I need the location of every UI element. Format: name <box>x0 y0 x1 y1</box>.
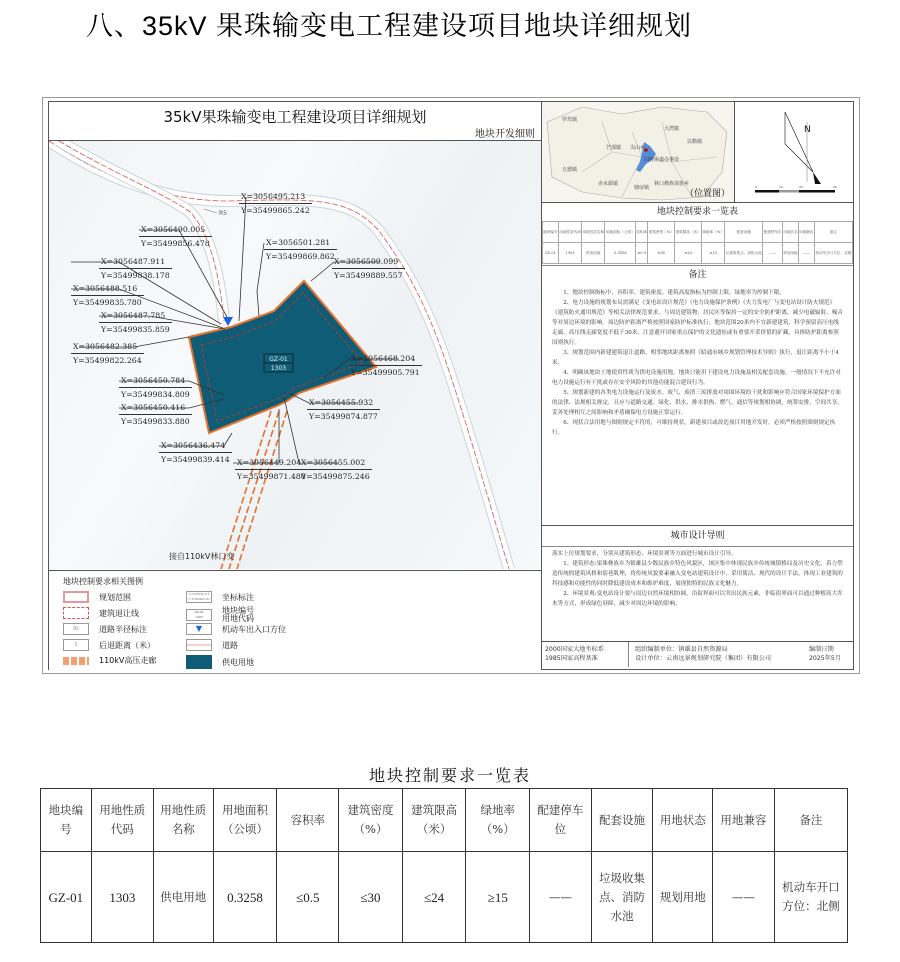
table-cell: —— <box>713 852 775 943</box>
location-map-label: （位置图） <box>684 189 730 199</box>
table-cell: 0.3258 <box>605 243 636 264</box>
control-table-mini <box>542 221 853 264</box>
setback-distance-icon: 5 <box>63 639 89 651</box>
table-header-cell: 配建停车位 <box>763 222 783 243</box>
road-icon <box>186 639 212 651</box>
coordinate-label: X=3056455.932 Y=35499874.877 <box>309 398 378 421</box>
table-header-cell: 容积率 <box>277 789 339 852</box>
side-panel <box>542 102 853 669</box>
table-header-row <box>543 222 853 243</box>
table-header-cell: 地块编号 <box>41 789 92 852</box>
table-cell: 供电用地 <box>582 243 605 264</box>
table-cell: 1303 <box>91 852 153 943</box>
page-heading: 八、35kV 果珠输变电工程建设项目地块详细规划 <box>86 11 693 41</box>
table-row <box>543 243 853 264</box>
compass-icon <box>735 102 860 202</box>
road-radius-label: R5 <box>219 210 227 217</box>
table-header-cell: 建筑密度（%） <box>648 222 675 243</box>
plot-use-code: 1303 <box>270 365 287 372</box>
coordinate-label: X=3056487.911 Y=35499838.178 <box>101 257 170 280</box>
table-header-cell: 备注 <box>814 222 852 243</box>
city-design-item: 2、环境景观:变电站设计要与周边自然环境相协调，沿街界面可以突出民族元素，非临街界面可以通过种植高大乔木等方式，形成绿色屏障，减少对周边环境的影响。 <box>552 591 843 607</box>
table-cell: GZ-01 <box>41 852 92 943</box>
coordinate-label: X=3056501.281 Y=35499869.862 <box>266 238 335 261</box>
legend-item-road: 道路 <box>186 639 238 651</box>
table-header-cell: 绿地率（%） <box>466 789 530 852</box>
location-map: 罗坎镇 大湾镇 以勒镇 芒部镇 尖山乡 旧府街道办事处 五德镇 赤水源镇 塘房镇 林口彝族苗族乡 （位置图） <box>542 102 735 203</box>
city-design-title: 城市设计导则 <box>542 525 853 547</box>
note-item: 2、电力设施的规划布局需满足《变电站设计规范》《电力设施保护条例》《火力发电厂与变电站设计防火规范》《建筑防火通用规范》等相关法律规范要求，与周边建筑物、居民区等保持一定的安全防护距离，减少电磁辐射、噪音等对周边环境的影响。周边防护距离严格按照国家防护标准执行，地块范围20米内不宜新建建筑，科学预留高压电线走廊，高压线走廊宽度不低于30米，注意避开国家重点保护的文化遗址或有重要开采价值的矿藏，具体防护距离参照国则执行。 <box>552 300 843 346</box>
table-cell: ≤30 <box>648 243 675 264</box>
coordinate-label: X=3056468.204 Y=35499905.791 <box>351 354 420 377</box>
table-header-cell: 建筑限高（米） <box>675 222 702 243</box>
table-cell: ≤0.5 <box>636 243 648 264</box>
coordinate-label: X=3056509.099 Y=35499889.557 <box>334 257 403 280</box>
sheet-footer <box>542 641 853 669</box>
table-row <box>41 852 848 943</box>
coordinate-label: X=3056488.516 Y=35499835.780 <box>73 284 142 307</box>
planning-boundary-icon <box>63 591 89 603</box>
coordinate-system: 2000国家大地坐标系 1985国家高程基准 <box>545 646 605 662</box>
plan-sheet <box>42 97 860 674</box>
table-header-cell: 用地面积（公顷） <box>605 222 636 243</box>
table-header-cell: 用地性质名称 <box>153 789 213 852</box>
table-cell: 规划用地 <box>653 852 713 943</box>
table-cell: ≤24 <box>402 852 466 943</box>
coordinate-label: X=3056455.002 Y=35499875.246 <box>301 458 370 481</box>
table-cell: 机动车开口方位：北侧 <box>814 243 852 264</box>
table-header-cell: 备注 <box>774 789 847 852</box>
vehicle-entrance-icon: ▼ <box>186 623 212 635</box>
table-cell: 垃圾收集点、消防水池 <box>591 852 653 943</box>
table-cell: ≤24 <box>675 243 702 264</box>
sheet-title: 35kV果珠输变电工程建设项目详细规划 <box>163 108 427 126</box>
table-header-cell: 用地性质名称 <box>582 222 605 243</box>
road-radius-icon: R5 <box>63 623 89 635</box>
organizations: 组织编制单位：镇雄县自然资源局 设计单位：云南远景规划研究院（集团）有限公司 <box>628 642 771 667</box>
plot-code: GZ-01 <box>269 356 288 363</box>
table-header-cell: 用地性质代码 <box>91 789 153 852</box>
legend-item-building-setback: 建筑退让线 <box>63 607 139 619</box>
note-item: 3、规划范围内新建建筑退让道路，相邻地块距离参照《昭通市城乡规划管理技术导则》执行，退让距离不小于4米。 <box>552 350 839 366</box>
legend-item-setback-distance: 5 后退距离（米） <box>63 639 155 651</box>
table-header-cell: 用地兼容 <box>798 222 814 243</box>
table-header-cell: 用地状态 <box>783 222 799 243</box>
site-map <box>49 141 541 569</box>
table-cell: 规划用地 <box>783 243 799 264</box>
map-area <box>49 102 542 669</box>
table-cell: 机动车开口方位：北侧 <box>774 852 847 943</box>
table-header-cell: 配套设施 <box>591 789 653 852</box>
table-header-cell: 用地状态 <box>653 789 713 852</box>
table-header-row <box>41 789 848 852</box>
source-substation-note: 接自110kV林口变 <box>169 552 235 561</box>
table-cell: —— <box>798 243 814 264</box>
coordinate-label: X=3056495.213 Y=35499865.242 <box>241 192 310 215</box>
table-cell: ≥15 <box>702 243 725 264</box>
coordinate-label: X=3056450.416 Y=35499833.880 <box>121 403 190 426</box>
note-item: 6、现状合法用地与图则规定不符的，可维持现状，新建项目或改造项目用地开发时，必须严格按照图则规定执行。 <box>552 420 836 436</box>
table-header-cell: 绿地率（%） <box>702 222 725 243</box>
table-header-cell: 建筑密度（%） <box>339 789 403 852</box>
table-header-cell: 地块编号 <box>543 222 559 243</box>
city-design-intro: 落实上位规划要求，分别从建筑形态、环境景观等方面进行城市设计引导。 <box>552 551 737 557</box>
coordinate-label-icon: X=3056495.213 Y=35499865.242 <box>186 591 212 603</box>
table-header-cell: 用地兼容 <box>713 789 775 852</box>
north-label: N <box>804 125 811 135</box>
bottom-table-title: 地块控制要求一览表 <box>368 766 531 785</box>
coordinate-label: X=3056436.474 Y=35499839.414 <box>161 441 230 464</box>
plot-code-icon: GZ-01 1303 <box>186 609 212 621</box>
table-cell: 垃圾收集点、消防水池 <box>725 243 763 264</box>
legend-item-road-radius: R5 道路半径标注 <box>63 623 147 635</box>
note-item: 4、明确该地块土地使用性质为供电设施用地，地块只能用于建设电力设施及相关配套设施，一般情况下不允许对电力设施运行有干扰或存在安全风险的其他功能混合建设行为。 <box>552 370 841 386</box>
svg-text:40: 40 <box>833 185 837 189</box>
legend-item-vehicle-entrance: ▼ 机动车出入口方位 <box>186 623 286 635</box>
coordinate-label: X=3056487.785 Y=35499835.859 <box>101 311 170 334</box>
svg-text:10: 10 <box>779 185 783 189</box>
legend-item-hv-corridor: 110kV高压走廊 <box>63 655 156 666</box>
legend-item-power-land: 供电用地 <box>186 655 254 669</box>
city-design-guidelines <box>552 549 843 609</box>
coordinate-label: X=3056482.385 Y=35499822.264 <box>73 342 142 365</box>
table-cell: 1303 <box>558 243 581 264</box>
table-header-cell: 用地性质代码 <box>558 222 581 243</box>
table-cell: ≤0.5 <box>277 852 339 943</box>
table-cell: —— <box>530 852 592 943</box>
setback-line-icon <box>63 607 89 619</box>
sheet-subtitle: 地块开发细则 <box>475 129 535 140</box>
control-table-title: 地块控制要求一览表 <box>542 203 853 222</box>
svg-text:0: 0 <box>755 185 757 189</box>
vehicle-entrance-icon <box>223 317 233 326</box>
north-arrow-and-scale <box>735 102 853 203</box>
table-header-cell: 配建停车位 <box>530 789 592 852</box>
coordinate-label: X=3056449.204 Y=35499871.480 <box>237 458 306 481</box>
table-cell: —— <box>763 243 783 264</box>
coordinate-label: X=3056490.005 Y=35499856.478 <box>141 225 210 248</box>
table-header-cell: 用地面积（公顷） <box>213 789 277 852</box>
legend-title: 地块控制要求相关图例 <box>63 577 143 586</box>
table-header-cell: 配套设施 <box>725 222 763 243</box>
table-cell: 0.3258 <box>213 852 277 943</box>
table-cell: 供电用地 <box>153 852 213 943</box>
table-cell: ≤30 <box>339 852 403 943</box>
note-item: 5、规划新建的各类电力设施运行及废水、废气、废渣三废排放对周围环境的干扰和影响应符合国家环境保护方面的法律、法规相关规定，且应与道路交通、绿化、供水、排水供热、燃气、通信等规划相协调，统筹安排，空间共享，妥善处理相互之间影响和矛盾确保电力设施正常运行。 <box>552 390 843 416</box>
notes <box>552 288 843 438</box>
legend-item-plot-code: GZ-01 1303 地块编号 用地代码 <box>186 607 254 623</box>
compile-date: 编制日期 2025年5月 <box>808 646 841 662</box>
notes-title: 备注 <box>542 265 853 284</box>
table-cell: GZ-01 <box>543 243 559 264</box>
legend-item-planning-boundary: 规划范围 <box>63 591 131 603</box>
table-header-cell: 容积率 <box>636 222 648 243</box>
city-design-item: 1、建筑形态:果珠彝族乡为镇雄县少数民族乡特色风貌区，该区集中体现民族乡传统城镇格局及历史文化，着力塑造传统的建筑风格和街巷肌理，将传统风貌要素融入变电站建筑设计中，采用简洁、现代的设计手法，体现工业建筑的科技感和功能性的同时降低建设成本和维护难度，展现独特的民族文化魅力。 <box>552 561 843 587</box>
power-land-icon <box>186 655 212 669</box>
legend <box>49 570 541 672</box>
table-header-cell: 建筑限高（米） <box>402 789 466 852</box>
legend-item-coordinate: X=3056495.213 Y=35499865.242 坐标标注 <box>186 591 254 603</box>
note-item: 1、地块控制指标中，容积率、建筑密度、建筑高度指标为控制上限，绿地率为控制下限。 <box>563 290 785 296</box>
hv-corridor-icon <box>63 657 89 665</box>
control-requirements-table <box>40 788 848 943</box>
sheet-title-bar <box>49 102 541 141</box>
table-cell: ≥15 <box>466 852 530 943</box>
svg-text:20: 20 <box>799 185 803 189</box>
coordinate-label: X=3056450.784 Y=35499834.809 <box>121 376 190 399</box>
